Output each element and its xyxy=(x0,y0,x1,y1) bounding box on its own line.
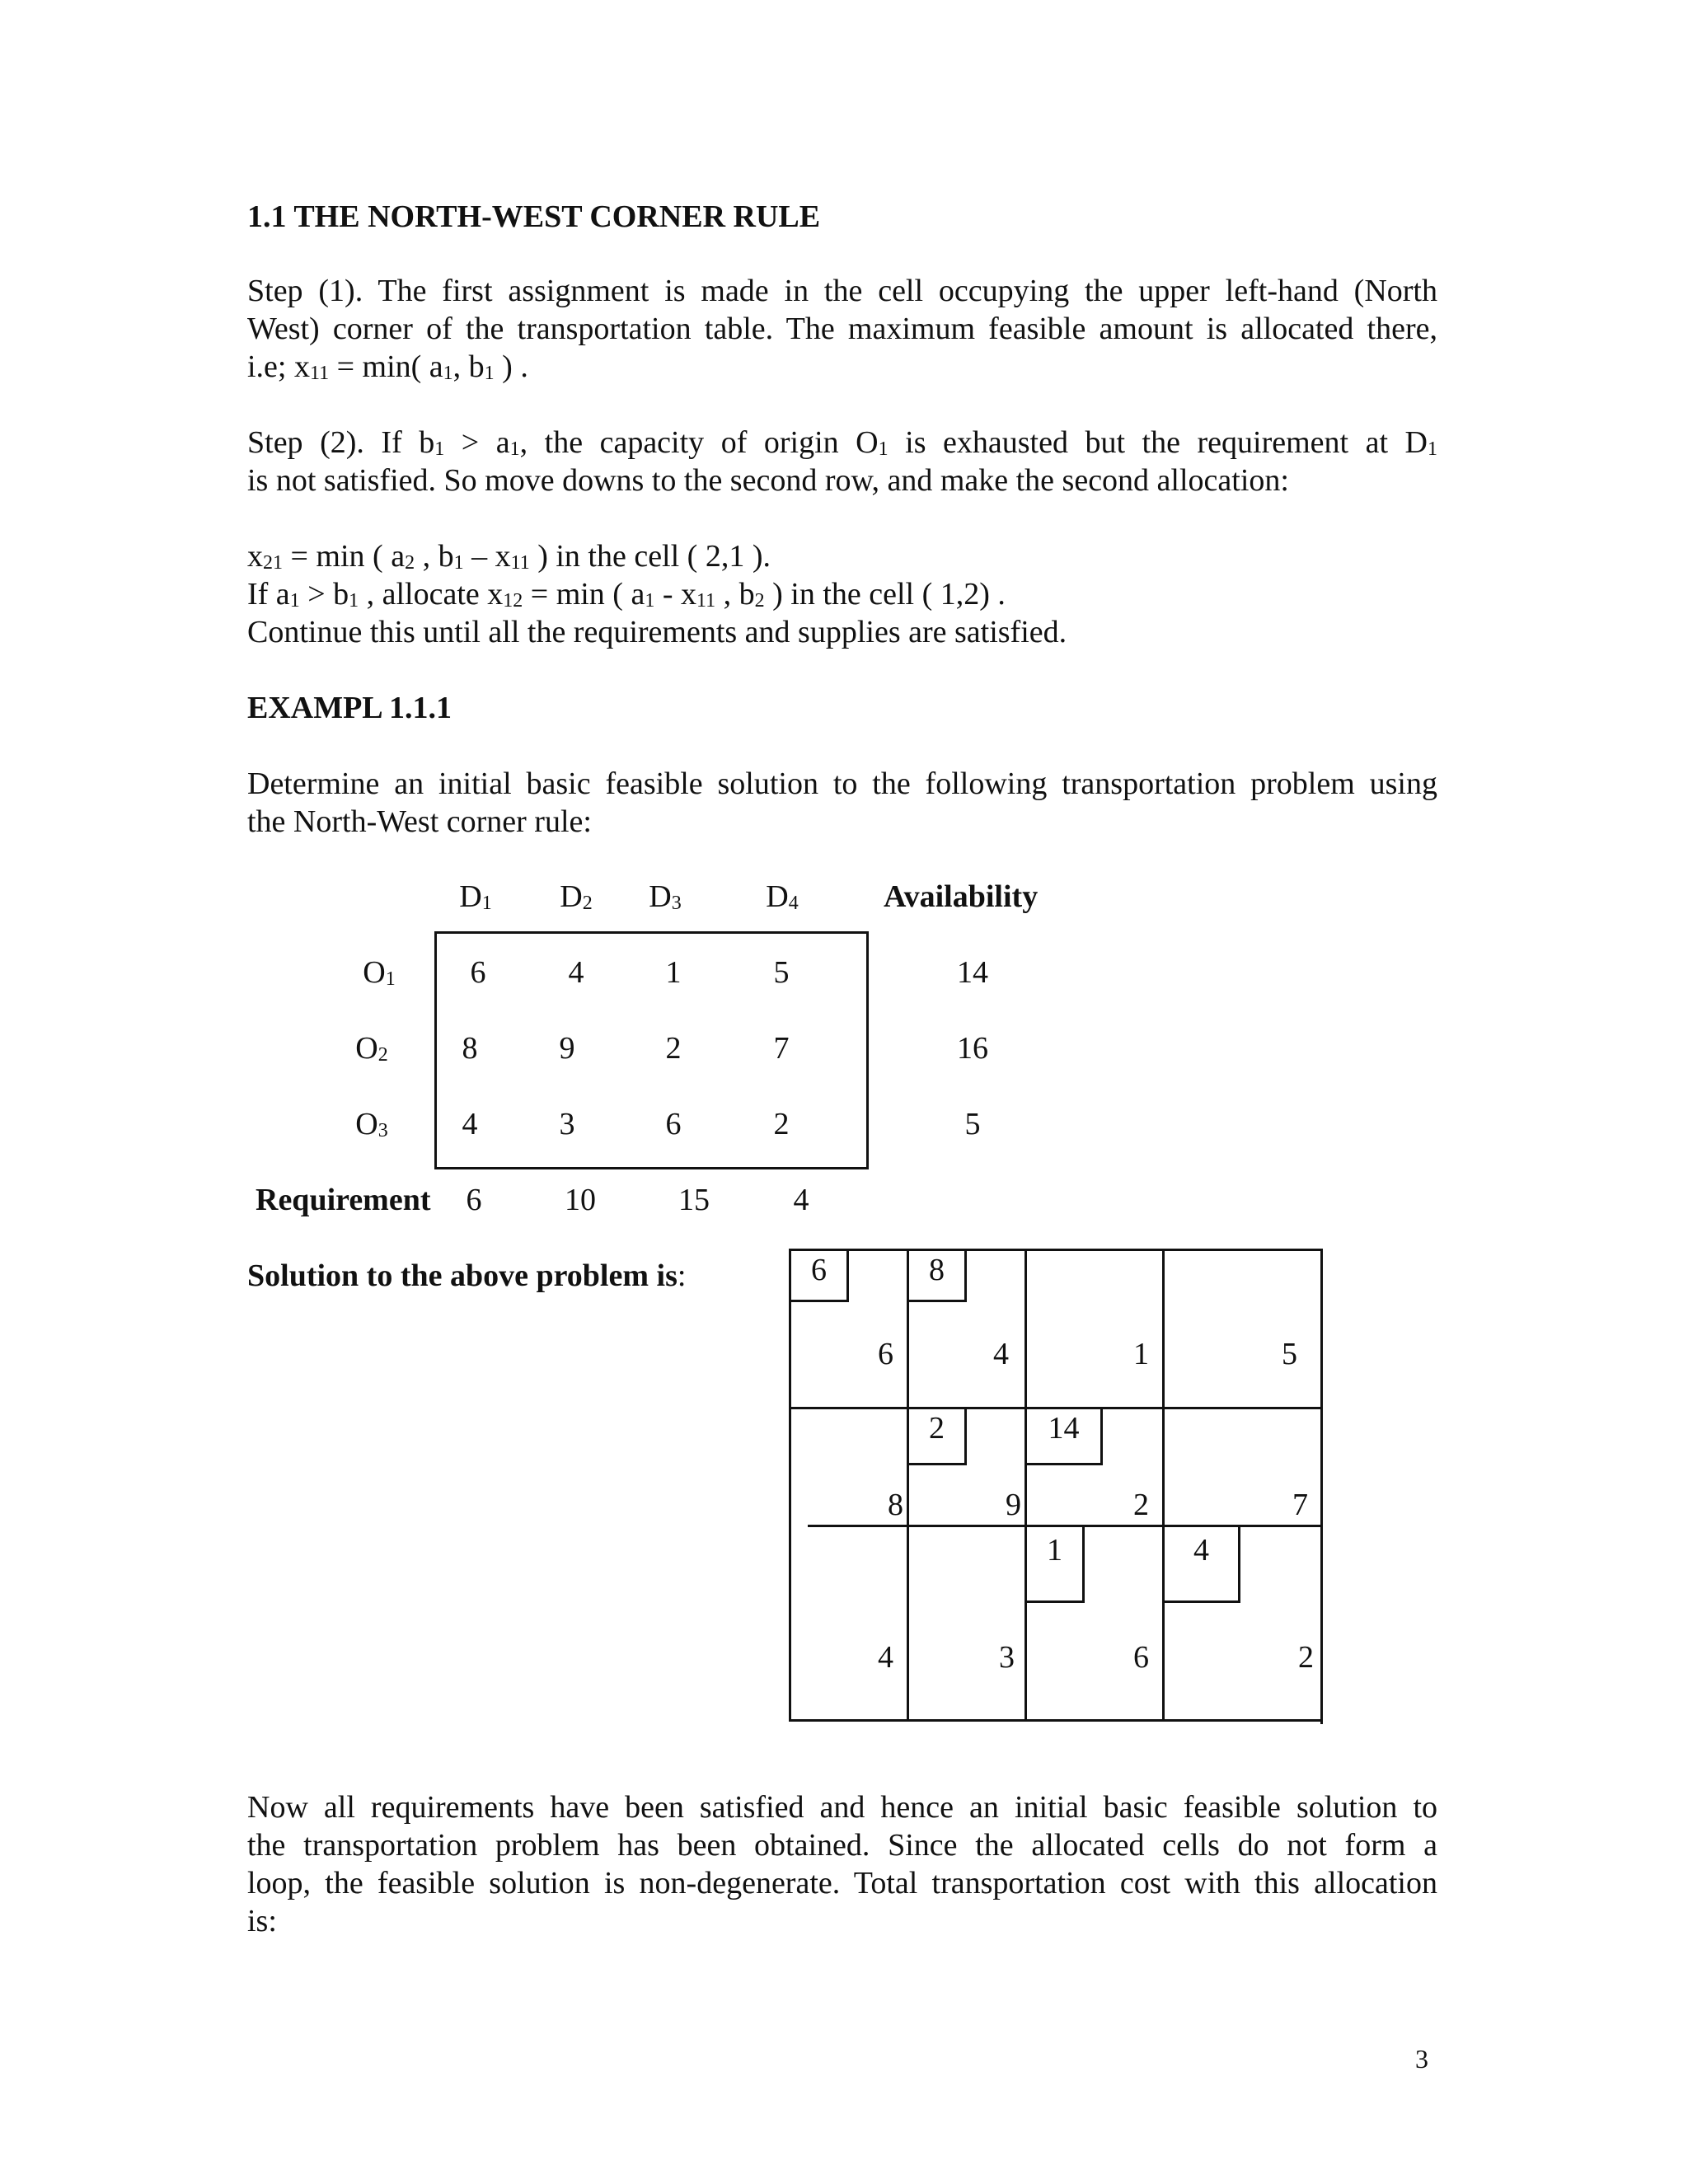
formula-x21: $x_{21} = \min$ ( $a_2$ , $b_1 - x_{11}$ ) in the cell ( 2,1 ). xyxy=(247,539,771,574)
cost-cell: 4 xyxy=(568,955,584,990)
availability-value: 5 xyxy=(964,1107,981,1141)
requirement-value: 15 xyxy=(678,1183,710,1217)
dest-header-3: $D_3$ xyxy=(649,879,682,914)
solution-label: Solution to the above problem is: xyxy=(247,1258,687,1293)
availability-value: 14 xyxy=(957,955,988,990)
grid-cost: 6 xyxy=(1133,1640,1149,1675)
page-number: 3 xyxy=(1415,2044,1428,2074)
example-title: EXAMPL 1.1.1 xyxy=(247,691,452,725)
cost-cell: 4 xyxy=(462,1107,478,1141)
cost-cell: 8 xyxy=(462,1031,478,1066)
availability-header: Availability xyxy=(884,879,1039,914)
problem-line2: the North-West corner rule: xyxy=(247,804,592,839)
cost-cell: 9 xyxy=(559,1031,575,1066)
dest-header-2: $D_2$ xyxy=(560,879,593,914)
origin-label-3: $O_3$ xyxy=(355,1107,388,1141)
cost-cell: 3 xyxy=(559,1107,575,1141)
continue-line: Continue this until all the requirements and supplies are satisfied. xyxy=(247,615,1067,649)
conclusion-line3: loop, the feasible solution is non-degenerate. Total transportation cost with this allocation xyxy=(247,1866,1437,1900)
dest-header-1: $D_1$ xyxy=(459,879,492,914)
grid-cost: 2 xyxy=(1298,1640,1314,1675)
cost-cell: 6 xyxy=(470,955,486,990)
cost-cell: 2 xyxy=(773,1107,790,1141)
conclusion-line1: Now all requirements have been satisfied and hence an initial basic feasible solution to xyxy=(247,1790,1437,1825)
requirement-value: 10 xyxy=(565,1183,596,1217)
conclusion-line2: the transportation problem has been obtained. Since the allocated cells do not form a xyxy=(247,1828,1437,1863)
grid-cost: 1 xyxy=(1133,1337,1149,1371)
grid-cost: 4 xyxy=(993,1337,1009,1371)
step1-line2: West) corner of the transportation table. The maximum feasible amount is allocated there, xyxy=(247,312,1437,346)
requirement-label: Requirement xyxy=(256,1183,431,1217)
origin-label-2: $O_2$ xyxy=(355,1031,388,1066)
origin-label-1: $O_1$ xyxy=(363,955,396,990)
allocation-x22: 2 xyxy=(909,1409,967,1465)
requirement-value: 6 xyxy=(466,1183,482,1217)
grid-cost: 4 xyxy=(878,1640,893,1675)
problem-line1: Determine an initial basic feasible solution to the following transportation problem using xyxy=(247,766,1437,801)
allocation-x11: 6 xyxy=(791,1251,849,1302)
grid-cost: 5 xyxy=(1282,1337,1297,1371)
allocation-x33: 1 xyxy=(1027,1527,1085,1603)
dest-header-4: $D_4$ xyxy=(766,879,799,914)
cost-cell: 2 xyxy=(665,1031,682,1066)
step1-line3: i.e; $x_{11} = \min$( $a_1$, $b_1$ ) . xyxy=(247,349,528,384)
cost-cell: 7 xyxy=(773,1031,790,1066)
allocation-x23: 14 xyxy=(1027,1409,1103,1465)
section-title: 1.1 THE NORTH-WEST CORNER RULE xyxy=(247,199,821,234)
grid-cost: 8 xyxy=(888,1488,903,1522)
step2-line1: Step (2). If $b_1 > a_1$, the capacity of origin $O_1$ is exhausted but the requirement at $D_1$ xyxy=(247,425,1438,460)
conclusion-line4: is: xyxy=(247,1904,277,1938)
grid-cost: 7 xyxy=(1292,1488,1308,1522)
requirement-value: 4 xyxy=(793,1183,809,1217)
grid-cost: 3 xyxy=(999,1640,1015,1675)
grid-cost: 6 xyxy=(878,1337,893,1371)
step1-line1: Step (1). The first assignment is made in the cell occupying the upper left-hand (North xyxy=(247,274,1437,308)
grid-cost: 2 xyxy=(1133,1488,1149,1522)
step2-line2: is not satisfied. So move downs to the second row, and make the second allocation: xyxy=(247,463,1289,498)
cost-cell: 6 xyxy=(665,1107,682,1141)
allocation-x12: 8 xyxy=(909,1251,967,1302)
cost-cell: 1 xyxy=(665,955,682,990)
cost-cell: 5 xyxy=(773,955,790,990)
formula-x12: If $a_1 > b_1$ , allocate $x_{12} = \min$ ( $a_1 - x_{11}$ , $b_2$ ) in the cell ( 1,2) . xyxy=(247,577,1006,612)
availability-value: 16 xyxy=(957,1031,988,1066)
allocation-x34: 4 xyxy=(1165,1527,1240,1603)
grid-cost: 9 xyxy=(1006,1488,1021,1522)
